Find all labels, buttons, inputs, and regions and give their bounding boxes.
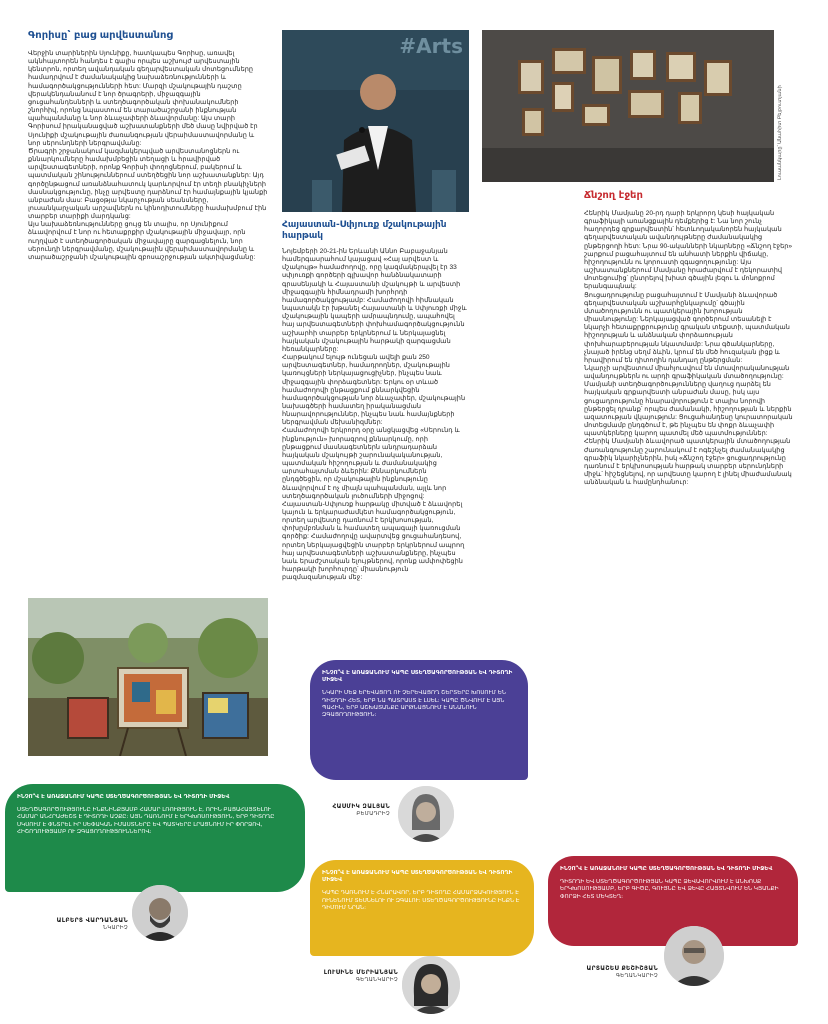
left-body bbox=[28, 50, 268, 580]
left-column bbox=[28, 30, 268, 590]
person-caption bbox=[556, 966, 658, 979]
bubble-question: ԻՆՉՈ՞Վ Է ԱՌԱՋԱՆՈՒՄ ԿԱՊԸ ՍՏԵՂԾԱԳՈՐԾՈՒԹՅԱՆ ԵՎ ԴԻՏՈՂԻ ՄԻՋԵՎ bbox=[322, 870, 513, 884]
right-paragraph: Ցուցադրությունը բացահայտում է Մամյանի ձևավորած գեղարվեստական աշխարհընկալումը՝ գծային մտածողությունն ու պատկերային խորության միասնությունը: Ներկայացված գործերում տեսանելի է նկարչի հետաքրքրությունը գրական տեքստի, պատմական հիշողության և անձնական փորձառության փոխհարաբերության նկատմամբ: Նրա գծանկարները, չնայած իրենց սեղմ ձևին, կրում են մեծ հուզական լիցք և հրավիրում են դիտողին դանդաղ ընթերցման: bbox=[584, 291, 790, 364]
bubble-question: ԻՆՉՈ՞Վ Է ԱՌԱՋԱՆՈՒՄ ԿԱՊԸ ՍՏԵՂԾԱԳՈՐԾՈՒԹՅԱՆ ԵՎ ԴԻՏՈՂԻ ՄԻՋԵՎ bbox=[17, 794, 230, 800]
quote-bubble-purple bbox=[310, 660, 528, 780]
photo-credit: Լուսանկարը՝ Անահիտ Բեյբուտյանի bbox=[777, 85, 783, 180]
painting-photo bbox=[28, 598, 268, 756]
bubble-answer: ՆԿԱՐԻ ՄԵՋ ԵՐԵՎԱՑՈՂ ՈՒ ՉԵՐԵՎԱՑՈՂ ՇԵՐՏԵՐԸ ԽՈՍՈՒՄ ԵՆ ԴԻՏՈՂԻ ՀԵՏ, ԵՐԲ ՆԱ ՊԱՏՐԱՍՏ Է ԼՍԵԼ: ԿԱՊԸ ԾՆՎՈՒՄ Է ԱՅՆ ՊԱՀԻՆ, ԵՐԲ ԱՇԽԱՏԱՆՔԸ ԱՐԹՆԱՑՆՈՒՄ Է ԱՆԱՆՈՒՆ ԶԳԱՑՈՂՈՒԹՅՈՒՆ: bbox=[322, 690, 506, 719]
person-name: ԼՈՒՍԻՆԵ ՄԵՐԻԱՆՅԱՆ bbox=[323, 970, 398, 976]
person-caption bbox=[20, 918, 128, 931]
quote-bubble-yellow bbox=[310, 860, 534, 956]
right-paragraph: Հենրիկ Մամյանը 20-րդ դարի երկրորդ կեսի հայկական գրաֆիկայի առանցքային դեմքերից է: Նա նոր շունչ հաղորդեց գրքարվեստին՝ հետևողականորեն հայկական գեղարվեստական ավանդույթները ժամանակակից ընթերցողի հետ: Նրա 90-ականների նկարները «Ճնշող էջեր» շարքում բացահայտում են անհատի ներքին վիճակը, հիշողությունն ու կորուստի զգացողությունը: Այս աշխատանքներում Մամյանը հրաժարվում է դեկորատիվ մոտեցումից՝ ընտրելով խիստ գծային լեզու և մոնոքրոմ երանգապնակ: bbox=[584, 210, 793, 291]
middle-paragraph: Նոյեմբերի 20-21-ին Երևանի Աննո Բաբաջանյան համերգասրահում կայացավ «Հայ արվեստ և մշակույթ» համաժողովը, որը կազմակերպվել էր 33 սփյուռքի գործերի գլխավոր հանձնակատարի գրասենյակի և Հայաստանի մշակույթի և արվեստի միջազգային հիմնադրամի խորհրդի համագործակցությամբ: Համաժողովի հիմնական նպատակն էր խթանել Հայաստանի և Սփյուռքի միջև մշակութային կապերի ամրապնդումը, ապահովել հայ արվեստագետների փոխհամագործակցությունն աշխարհի տարբեր երկրներում և ներկայացնել հայկական մշակութային հարթակի զարգացման հեռանկարները: bbox=[282, 248, 467, 353]
right-paragraph: Նկարչի արվեստում միահյուսվում են մտավորականության ավանդույթներն ու արդի գրաֆիկական մտածողությունը: Մամյանի ստեղծագործությունները վաղուց դարձել են հայկական գրքարվեստի անբաժան մասը, իսկ այս ցուցադրությունը հնարավորություն է տալիս նորովի ընթերցել դրանք՝ որպես ժամանակի, հիշողության և ներքին ազատության վկայություն: Ցուցահանդեսը կուրատորական մոտեցմամբ ընդգծում է, թե ինչպես են փոքր ձևաչափի պատկերները կարող պատմել մեծ պատմություններ: bbox=[584, 364, 793, 438]
right-heading: Ճնշող էջեր bbox=[584, 190, 643, 201]
speaker-banner-text: #Arts bbox=[399, 34, 463, 58]
avatar-image bbox=[664, 926, 724, 986]
person-role: ՆԿԱՐԻՉ bbox=[103, 925, 128, 931]
person-role: ԳԵՂԱՆԿԱՐԻՉ bbox=[355, 977, 398, 983]
right-column bbox=[584, 190, 794, 840]
bubble-answer: ԿԱՊԸ ԴԱՌՆՈՒՄ Է ՀՆԱՐԱՎՈՐ, ԵՐԲ ԴԻՏՈՂԸ ՀԱՄԱՐՁԱԿՈՒԹՅՈՒՆ Է ՈՒՆԵՆՈՒՄ ՏԵՍՆԵԼՈՒ ՈՒ ԶԳԱԼՈՒ: ՍՏԵՂԾԱԳՈՐԾՈՒԹՅՈՒՆԸ ԻՆՔՆ Է ԴԻՄՈՒՄ ՆՐԱՆ: bbox=[322, 890, 520, 911]
gallery-photo bbox=[482, 30, 774, 182]
person-caption bbox=[306, 970, 398, 983]
left-paragraph: Ծրագրի շրջանակում կազմակերպված արվեստանոցներն ու քննարկումները համախմբեցին տեղացի և հրավիրված արվեստագետների, որոնք Գորիսի փողոցներում, բակերում և պատմական շինություններում ստեղծեցին նոր աշխատանքներ: Այդ գործընթացում առանձնահատուկ կարևորվում էր տեղի բնակիչների մասնակցությունը, ինչը արվեստը դարձնում էր համայնքային կյանքի անբաժան մաս: Բացօթյա նկարչության սեանսները, լուսանկարչական արշավներն ու կինոդիտումները համախմբում էին տարբեր տարիքի մարդկանց: bbox=[28, 147, 268, 221]
middle-paragraph: Համաժողովի երկրորդ օրը անցկացվեց «Սերունդ և ինքնություն» խորագրով քննարկումը, որի ընթացքում մասնագետներն անդրադարձան հայկական մշակույթի շարունակականության, պատմական հիշողության և ժամանակակից արտահայտման ձևերին: Քննարկումներն ընդգծեցին, որ մշակութային ինքնությունը ձևավորվում է ոչ միայն պահպանման, այլև նոր ստեղծագործական լուծումների միջոցով: bbox=[282, 427, 460, 500]
person-name: ԱՐՏԱՇԵՍ ՔԵՇԻՇՅԱՆ bbox=[586, 966, 658, 972]
person-name: ԱԼԲԵՐՏ ՎԱՐԴԱՆՅԱՆ bbox=[56, 918, 128, 924]
avatar-image bbox=[402, 956, 460, 1014]
middle-heading-line1: Հայաստան-Սփյուռք մշակութային bbox=[282, 220, 447, 230]
person-role: ԲԵՄԱԴՐԻՉ bbox=[356, 811, 390, 817]
middle-body bbox=[282, 248, 468, 640]
middle-paragraph: Հայաստան-Սփյուռք հարթակը միտված է ձևավորել կայուն և երկարաժամկետ համագործակցություն, որտեղ արվեստը դառնում է երկխոսության, փոխըմբռնման և համատեղ ապագայի կառուցման գործիք: Համաժողովը ավարտվեց ցուցահանդեսով, որտեղ ներկայացվեցին տարբեր երկրներում ապրող հայ արվեստագետների աշխատանքները, ինչպես նաև երաժշտական ելույթներով, որոնք ամփոփեցին հարթակի խորհուրդը՝ միասնություն բազմազանության մեջ: bbox=[282, 500, 465, 582]
middle-heading-line2: հարթակ bbox=[282, 231, 324, 241]
quote-bubble-green bbox=[5, 784, 305, 892]
right-paragraph: Հենրիկ Մամյանի ձևավորած պատկերային մտածողության ժառանգությունը շարունակում է ոգեշնչել ժամանակակից գրաֆիկ նկարիչներին, իսկ «Ճնշող էջեր» ցուցադրությունը դառնում է երկխոսության հարթակ տարբեր սերունդների միջև՝ հիշեցնելով, որ արվեստը կարող է լինել միաժամանակ անձնական և համընդհանուր: bbox=[584, 438, 792, 487]
middle-column bbox=[282, 220, 468, 640]
avatar-image bbox=[398, 786, 454, 842]
speaker-photo bbox=[282, 30, 469, 212]
right-body bbox=[584, 210, 794, 835]
painting-photo-image bbox=[28, 598, 268, 756]
avatar bbox=[664, 926, 724, 986]
bubble-answer: ՍՏԵՂԾԱԳՈՐԾՈՒԹՅՈՒՆԸ ԻՆՔՆԻՆՔՅԱՄԲ ՀԱՄԱՐ ԼՌՈՒԹՅՈՒՆ Է, ՈՐԻՆ ԲԱՑԱՀԱՅՏԵԼՈՒ ՀԱՄԱՐ ԱՆՀՐԱԺԵՇՏ Է ԴԻՏՈՂԻ ԱՉՔԸ: ԱՅՆ ԴԱՌՆՈՒՄ Է ԵՐԿԽՈՍՈՒԹՅՈՒՆ, ԵՐԲ ԴԻՏՈՂԸ ՍԿՍՈՒՄ Է ՓՆՏՐԵԼ ԻՐ ՍԵՓԱԿԱՆ ԻՄԱՍՏՆԵՐԸ ԵՎ ՊԱՏԿԵՐԸ ԼՐԱՑՆՈՒՄ ԻՐ ՓՈՐՁՈՎ, ՀԻՇՈՂՈՒԹՅԱՄԲ ՈՒ ԶԳԱՑՈՂՈՒԹՅՈՒՆՆԵՐՈՎ: bbox=[17, 807, 275, 835]
left-heading: Գորիսը՝ բաց արվեստանոց bbox=[28, 30, 173, 41]
avatar bbox=[398, 786, 454, 842]
avatar-image bbox=[132, 885, 188, 941]
left-paragraph: Այս նախաձեռնությունները ցույց են տալիս, որ Սյունիքում ձևավորվում է նոր ու հետաքրքիր մշակութային միջավայր, որն ուղղված է ստեղծագործական միջավայրը զարգացնելուն, նոր սերունդի ներգրավմանը, մշակութային վերաիմաստավորմանը և տարածաշրջանի մշակութային զբոսաշրջության ակտիվացմանը: bbox=[28, 221, 256, 261]
bubble-question: ԻՆՉՈ՞Վ Է ԱՌԱՋԱՆՈՒՄ ԿԱՊԸ ՍՏԵՂԾԱԳՈՐԾՈՒԹՅԱՆ ԵՎ ԴԻՏՈՂԻ ՄԻՋԵՎ bbox=[322, 670, 513, 684]
avatar bbox=[402, 956, 460, 1014]
person-role: ԳԵՂԱՆԿԱՐԻՉ bbox=[615, 973, 658, 979]
avatar bbox=[132, 885, 188, 941]
bubble-question: ԻՆՉՈ՞Վ Է ԱՌԱՋԱՆՈՒՄ ԿԱՊԸ ՍՏԵՂԾԱԳՈՐԾՈՒԹՅԱՆ ԵՎ ԴԻՏՈՂԻ ՄԻՋԵՎ bbox=[560, 866, 773, 872]
middle-paragraph: Հարթակում ելույթ ունեցան ավելի քան 250 արվեստագետներ, համադրողներ, մշակութային կառույցների ներկայացուցիչներ, ինչպես նաև միջազգային փորձագետներ: Երկու օր տևած համաժողովի ընթացքում քննարկվեցին համագործակցության նոր ձևաչափեր, մշակութային նախագծերի համատեղ իրականացման հնարավորություններ, ինչպես նաև համայնքների ներգրավման մեխանիզմներ: bbox=[282, 354, 466, 427]
quote-bubble-red bbox=[548, 856, 798, 946]
bubble-answer: ԴԻՏՈՂԻ ԵՎ ՍՏԵՂԾԱԳՈՐԾՈՒԹՅԱՆ ԿԱՊԸ ՁԵՎԱՎՈՐՎՈՒՄ Է ԱՆԽՈՍՔ ԵՐԿԽՈՍՈՒԹՅԱՄԲ, ԵՐԲ ԳԻԾԸ, ԳՈՒՅՆԸ ԵՎ ՁԵՎԸ ՀԱՅՏՆՎՈՒՄ ԵՆ ԿՅԱՆՔԻ ՓՈՐՁԻ ՀԵՏ ՄԵԿՏԵՂ: bbox=[560, 879, 779, 900]
left-paragraph: Վերջին տարիներին Սյունիքը, հատկապես Գորիսը, առավել ակնհայտորեն հանդես է գալիս որպես աշխույժ արվեստային կենտրոն, որտեղ ավանդական գեղարվեստական մոտեցումները համադրվում է ժամանակակից նախաձեռնությունների և համագործակցությունների հետ: Մարզի մշակութային դաշտը վերակենդանանում է նոր ծրագրերի, միջազգային ցուցահանդեսների և ստեղծագործական փոխանակումների շնորհիվ, որոնց նպաստում են տարածաշրջանի ինքնության պահպանմանը և նոր ձևաչափերի ձևավորմանը: Այս տարի Գորիսում իրականացված աշխատանքների մեծ մասը նվիրված էր Սյունիքի մշակութային ժառանգության վերաիմաստավորմանը և նոր սերունդների ներգրավմանը: bbox=[28, 50, 258, 147]
person-name: ՀԱՍՄԻԿ ԶԱԼՅԱՆ bbox=[332, 804, 390, 810]
gallery-photo-image bbox=[482, 30, 774, 182]
person-caption bbox=[300, 804, 390, 817]
